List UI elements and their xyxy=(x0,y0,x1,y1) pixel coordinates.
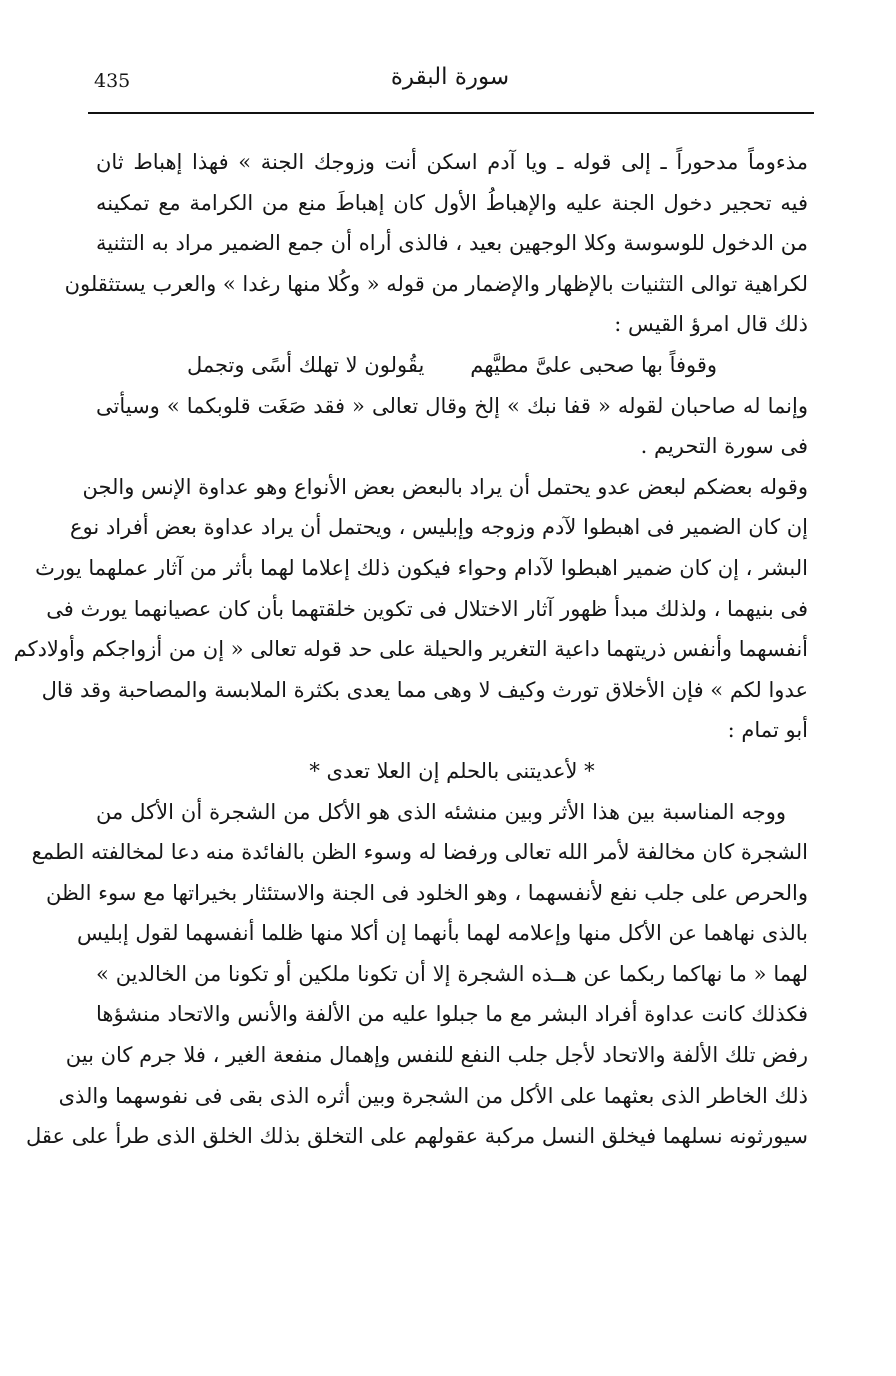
page-header xyxy=(90,62,810,102)
text-line: الشجرة كان مخالفة لأمر الله تعالى ورفضا له وسوء الظن بالفائدة منه دعا لمخالفته الطمع xyxy=(31,840,808,865)
text-line: بالذى نهاهما عن الأكل منها وإعلامه لهما بأنهما إن أكلا منها ظلما أنفسهما لقول إبليس xyxy=(76,921,808,946)
text-line: فكذلك كانت عداوة أفراد البشر مع ما جبلوا عليه من الألفة والأنس والاتحاد منشؤها xyxy=(96,1002,808,1027)
text-line: لكراهية توالى التثنيات بالإظهار والإضمار من قوله « وكُلا منها رغدا » والعرب يستثقلون xyxy=(64,271,808,296)
verse-hemistich: يقُولون لا تهلك أسًى وتجمل xyxy=(186,352,425,377)
page-number: 435 xyxy=(94,70,131,92)
text-line: فى بنيهما ، ولذلك مبدأ ظهور آثار الاختلال فى تكوين خلقتهما بأن كان عصيانهما يورث فى xyxy=(46,596,808,621)
text-line: مذءوماً مدحوراً ـ إلى قوله ـ ويا آدم اسكن أنت وزوجك الجنة » فهذا إهباط ثان xyxy=(96,150,808,174)
text-line: أبو تمام : xyxy=(727,718,808,743)
text-line: سيورثونه نسلهما فيخلق النسل مركبة عقولهم على التخلق بذلك الخلق الذى طرأ على عقل xyxy=(25,1124,808,1149)
text-line: ذلك قال امرؤ القيس : xyxy=(614,312,808,337)
text-line: والحرص على جلب نفع لأنفسهما ، وهو الخلود فى الجنة والاستئثار بخيراتها مع سوء الظن xyxy=(45,880,808,905)
text-line: وإنما له صاحبان لقوله « قفا نبك » إلخ وقال تعالى « فقد صَغَت قلوبكما » وسيأتى xyxy=(96,393,808,418)
body-text xyxy=(13,142,808,1157)
text-line: وقوله بعضكم لبعض عدو يحتمل أن يراد بالبعض بعض الأنواع وهو عداوة الإنس والجن xyxy=(82,474,808,499)
page-header-title: سورة البقرة xyxy=(390,64,510,90)
text-line: ذلك الخاطر الذى بعثهما على الأكل من الشجرة وبين أثره الذى بقى فى نفوسهما والذى xyxy=(58,1083,808,1108)
text-line: عدوا لكم » فإن الأخلاق تورث وكيف لا وهى مما يعدى بكثرة الملابسة والمصاحبة وقد قال xyxy=(41,677,808,702)
text-line: البشر ، إن كان ضمير اهبطوا لآدام وحواء فيكون ذلك إعلاما لهما بأثر من آثار عملهما يورث xyxy=(35,555,808,580)
text-line: فى سورة التحريم . xyxy=(640,434,808,459)
text-line: رفض تلك الألفة والاتحاد لأجل جلب النفع للنفس وإهمال منفعة الغير ، فلا جرم كان بين xyxy=(65,1043,808,1068)
text-line: فيه تحجير دخول الجنة عليه والإهباطُ الأول كان إهباطَ منع من الكرامة مع تمكينه xyxy=(96,190,808,215)
text-line: لهما « ما نهاكما ربكما عن هــذه الشجرة إلا أن تكونا ملكين أو تكونا من الخالدين » xyxy=(96,961,808,986)
text-line: إن كان الضمير فى اهبطوا لآدم وزوجه وإبليس ، ويحتمل أن يراد عداوة بعض أفراد نوع xyxy=(70,515,808,540)
verse-hemistich: وقوفاً بها صحبى علىَّ مطيَّهم xyxy=(470,352,718,377)
text-line: من الدخول للوسوسة وكلا الوجهين بعيد ، فالذى أراه أن جمع الضمير مراد به التثنية xyxy=(96,231,808,256)
header-rule xyxy=(88,112,814,114)
text-line: أنفسهما وأنفس ذريتهما داعية التغرير والحيلة على حد قوله تعالى « إن من أزواجكم وأولادكم xyxy=(13,637,808,662)
poem-verse: * لأعديتنى بالحلم إن العلا تعدى * xyxy=(309,758,595,783)
text-line: ووجه المناسبة بين هذا الأثر وبين منشئه الذى هو الأكل من الشجرة أن الأكل من xyxy=(96,799,786,824)
poem-verse xyxy=(96,345,808,386)
